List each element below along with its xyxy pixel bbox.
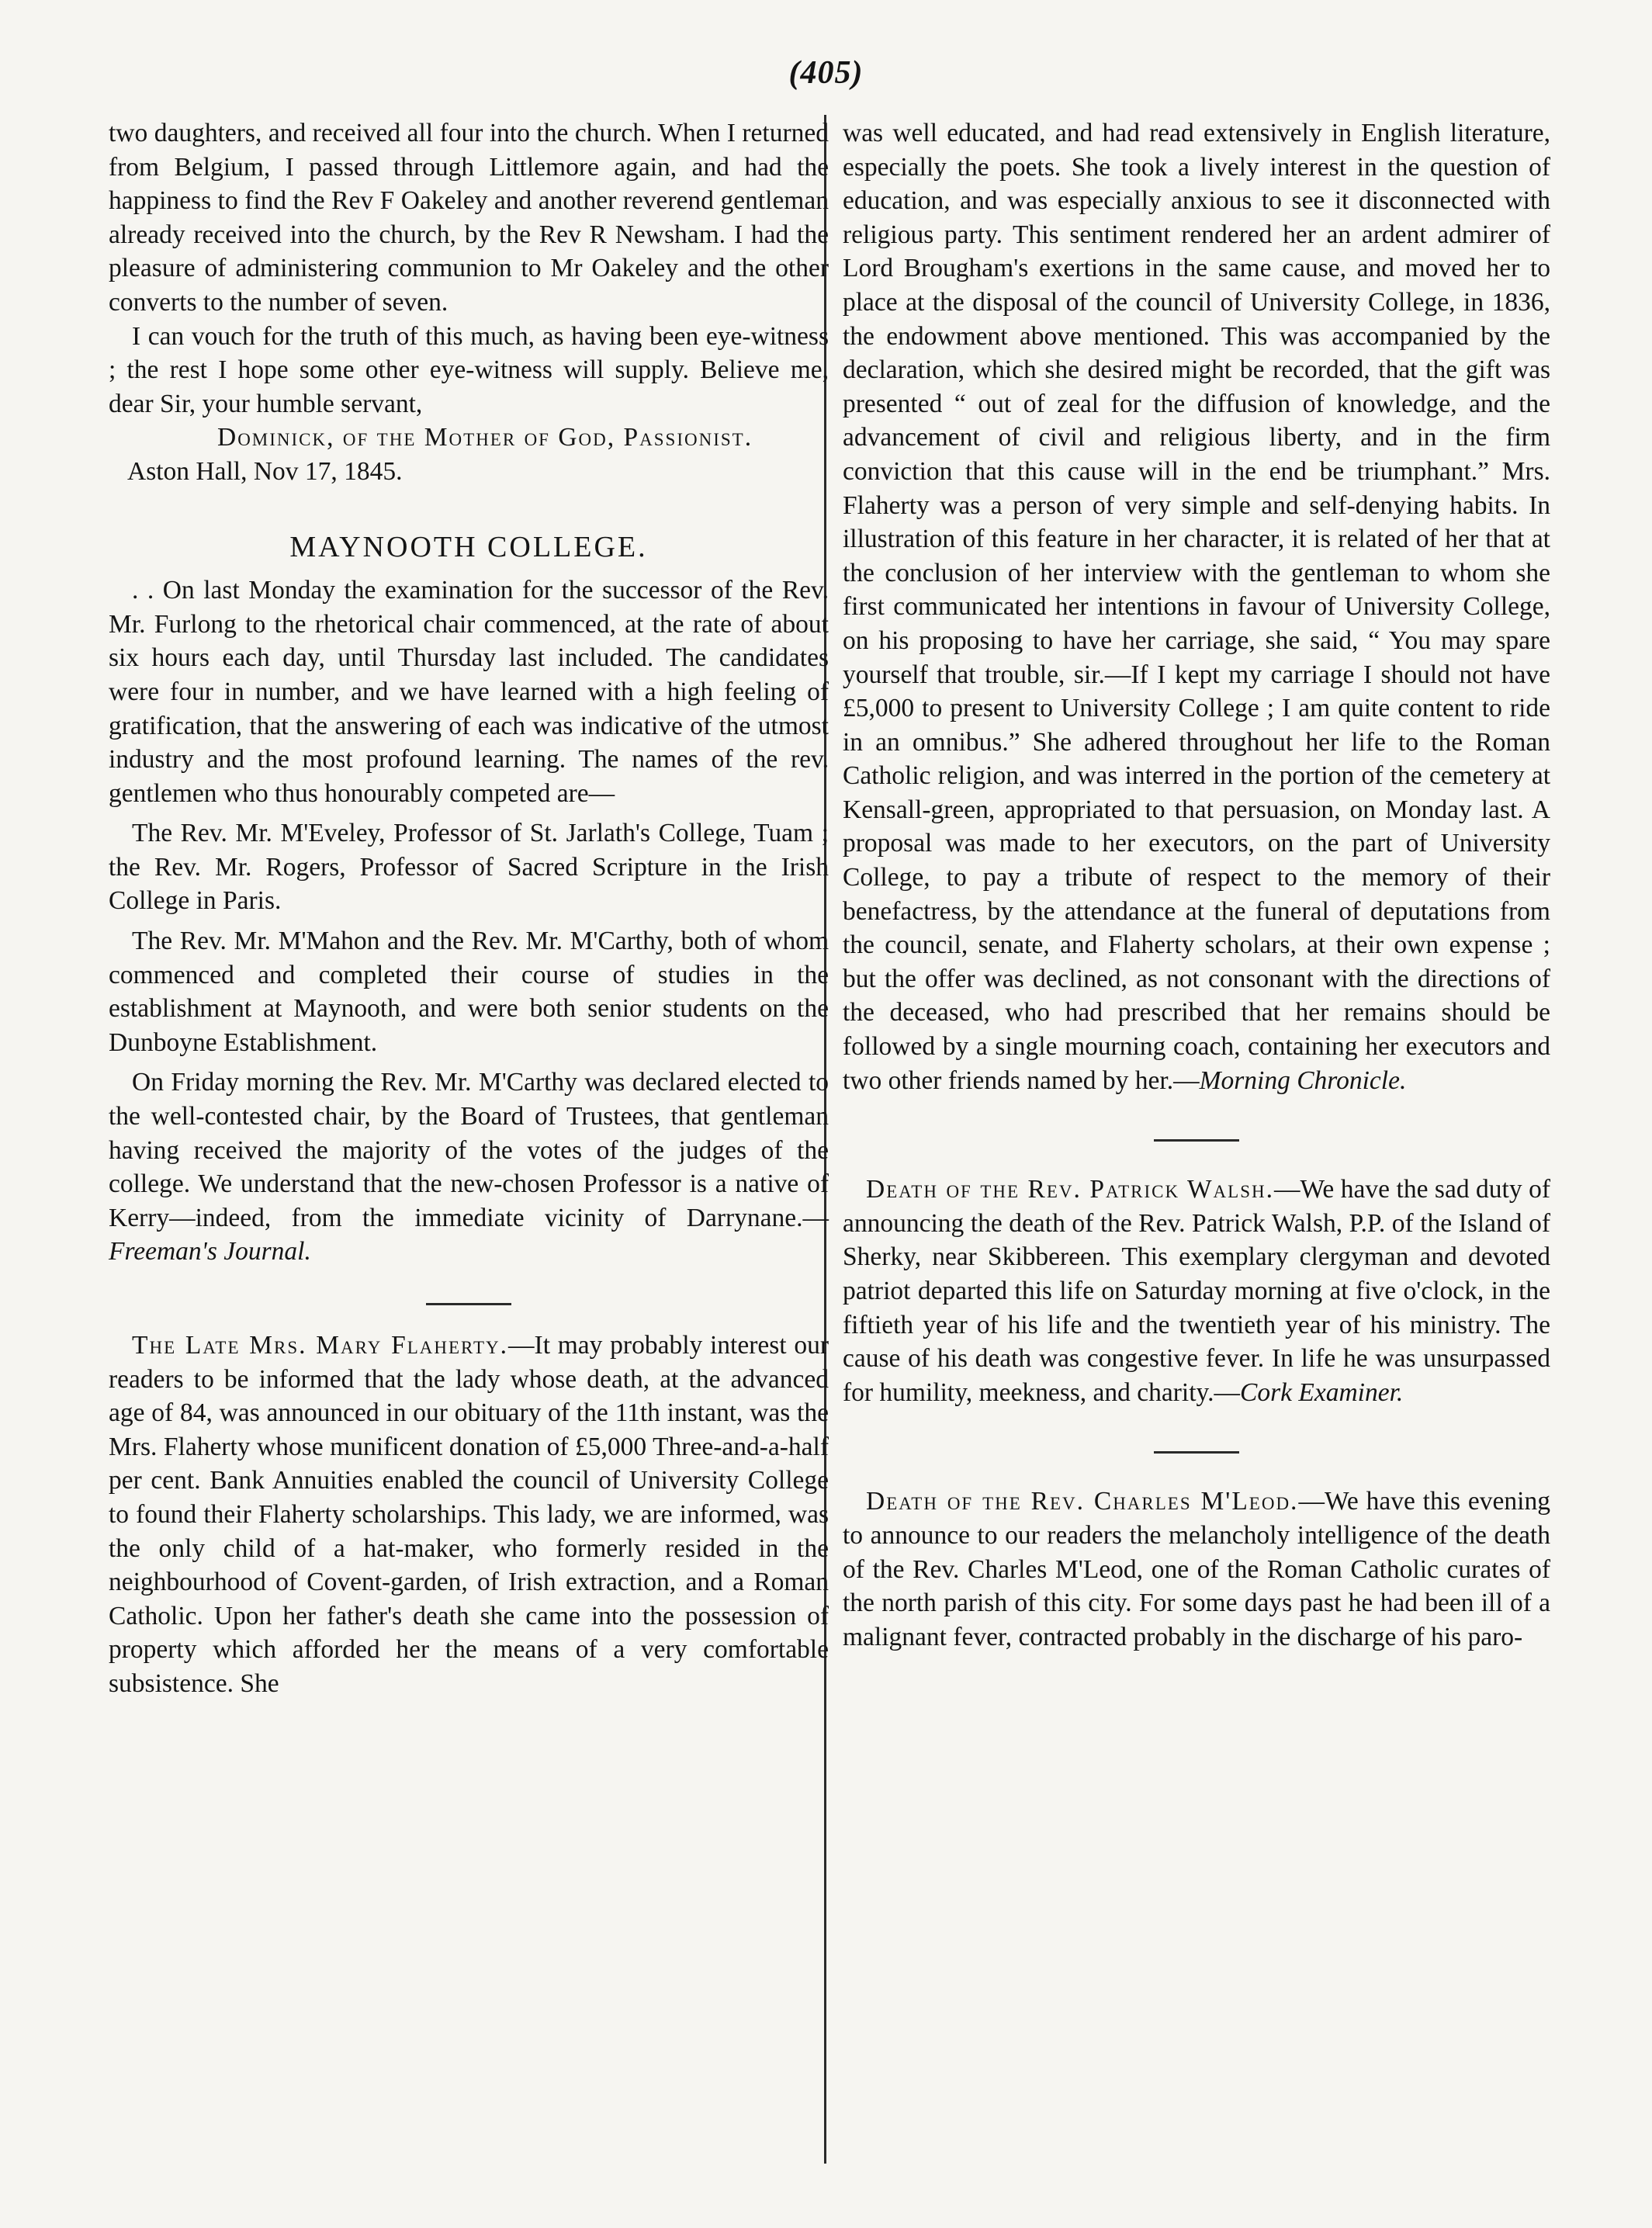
signature-text: Dominick, of the Mother of God, Passionist. [217, 423, 753, 452]
maynooth-source: Freeman's Journal. [109, 1237, 311, 1266]
letter-signature [109, 421, 829, 455]
flaherty-source: Morning Chronicle. [1199, 1065, 1407, 1095]
mcleod-lead: Death of the Rev. Charles M'Leod. [866, 1487, 1299, 1516]
maynooth-text: On Friday morning the Rev. Mr. M'Carthy was declared elected to the well-contested chair, by the Board of Trustees, that gentleman having received the majority of the votes of the judges of the college. We understand that the new-chosen Professor is a native of Kerry—indeed, from the immediate vicinity of Darrynane.— [109, 1068, 829, 1232]
walsh-paragraph [843, 1173, 1550, 1409]
article-separator [426, 1303, 511, 1305]
walsh-text: —We have the sad duty of announcing the death of the Rev. Patrick Walsh, P.P. of the Island of Sherky, near Skibbereen. This exemplary clergyman and devoted patriot departed this life on Saturday morning at five o'clock, in the fiftieth year of his life and the twentieth year of his ministry. The cause of his death was congestive fever. In life he was unsurpassed for humility, meekness, and charity.— [843, 1175, 1550, 1407]
letter-dateline: Aston Hall, Nov 17, 1845. [127, 456, 403, 486]
flaherty-continued-text: was well educated, and had read extensively in English literature, especially the poets. She took a lively interest in the question of education, and was especially anxious to see it disconnected with religious party. This sentiment rendered her an ardent admirer of Lord Brougham's exertions in the same cause, and moved her to place at the disposal of the council of University College, in 1836, the endowment above mentioned. This was accompanied by the declaration, which she desired might be recorded, that the gift was presented “ out of zeal for the diffusion of knowledge, and the advancement of civil and religious liberty, and in the firm conviction that this cause will in the end be triumphant.” Mrs. Flaherty was a person of very simple and self-denying habits. In illustration of this feature in her character, it is related of her that at the conclusion of her interview with the gentleman to whom she first communicated her intentions in favour of University College, on his proposing to have her carriage, she said, “ You may spare yourself that trouble, sir.—If I kept my carriage I should not have £5,000 to present to University College ; I am quite content to ride in an omnibus.” She adhered throughout her life to the Roman Catholic religion, and was interred in the portion of the cemetery at Kensall-green, appropriated to that persuasion, on Monday last. A proposal was made to her executors, on the part of University College, to pay a tribute of respect to the memory of their benefactress, by the attendance at the funeral of deputations from the council, senate, and Flaherty scholars, at their own expense ; but the offer was declined, as not consonant with the directions of the deceased, who had prescribed that her remains should be followed by a single mourning coach, containing her executors and two other friends named by her.— [843, 119, 1550, 1095]
letter-paragraph: two daughters, and received all four into the church. When I returned from Belgium, I passed through Littlemore again, and had the happiness to find the Rev F Oakeley and another reverend gentleman already received into the church, by the Rev R Newsham. I had the pleasure of administering communion to Mr Oakeley and the other converts to the number of seven. [109, 119, 829, 317]
flaherty-continued [843, 116, 1550, 1097]
maynooth-paragraph: . . On last Monday the examination for the successor of the Rev. Mr. Furlong to the rhetorical chair commenced, at the rate of about six hours each day, until Thursday last included. The candidates were four in number, and we have learned with a high feeling of gratification, that the answering of each was indicative of the utmost industry and the most profound learning. The names of the rev. gentlemen who thus honourably competed are— [109, 576, 829, 808]
walsh-lead: Death of the Rev. Patrick Walsh. [866, 1175, 1274, 1204]
flaherty-lead: The Late Mrs. Mary Flaherty. [132, 1331, 509, 1360]
flaherty-text: —It may probably interest our readers to be informed that the lady whose death, at the advanced age of 84, was announced in our obituary of the 11th instant, was the Mrs. Flaherty whose munificent donation of £5,000 Three-and-a-half per cent. Bank Annuities enabled the council of University College to found their Flaherty scholarships. This lady, we are informed, was the only child of a hat-maker, who formerly resided in the neighbourhood of Covent-garden, of Irish extraction, and a Roman Catholic. Upon her father's death she came into the possession of property which afforded her the means of a very comfortable subsistence. She [109, 1331, 829, 1698]
left-column [109, 116, 829, 1701]
walsh-source: Cork Examiner. [1240, 1377, 1404, 1407]
article-separator [1154, 1139, 1239, 1142]
maynooth-paragraph: The Rev. Mr. M'Mahon and the Rev. Mr. M'Carthy, both of whom commenced and completed their course of studies in the establishment at Maynooth, and were both senior students on the Dunboyne Establishment. [109, 927, 829, 1057]
mcleod-paragraph [843, 1485, 1550, 1654]
article-separator [1154, 1451, 1239, 1454]
maynooth-paragraph: The Rev. Mr. M'Eveley, Professor of St. Jarlath's College, Tuam ; the Rev. Mr. Rogers, Professor of Sacred Scripture in the Irish College in Paris. [109, 819, 829, 916]
right-column [843, 116, 1550, 1654]
mcleod-text: —We have this evening to announce to our readers the melancholy intelligence of the death of the Rev. Charles M'Leod, one of the Roman Catholic curates of the north parish of this city. For some days past he had been ill of a malignant fever, contracted probably in the discharge of his paro- [843, 1487, 1550, 1651]
letter-paragraph: I can vouch for the truth of this much, as having been eye-witness ; the rest I hope some other eye-witness will supply. Believe me, dear Sir, your humble servant, [109, 321, 829, 418]
maynooth-paragraph [109, 1065, 829, 1269]
flaherty-paragraph [109, 1329, 829, 1701]
article-heading-maynooth: MAYNOOTH COLLEGE. [289, 530, 648, 563]
page-number: (405) [788, 55, 864, 91]
